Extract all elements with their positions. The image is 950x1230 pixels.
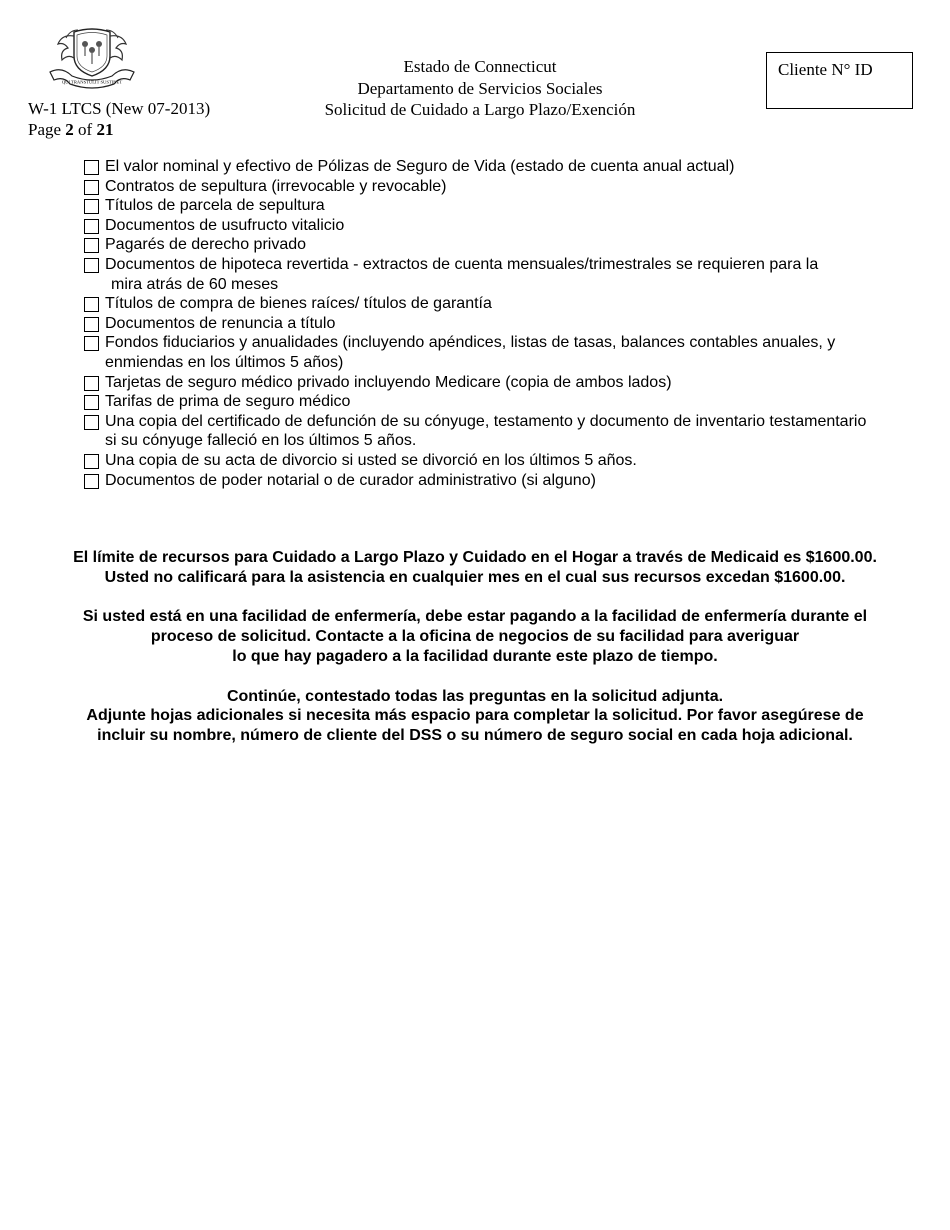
checklist-item-label: El valor nominal y efectivo de Pólizas de Seguro de Vida (estado de cuenta anual actual) [105,158,735,175]
seal-motto: QUI TRANSTULIT SUSTINET [61,79,123,85]
page-current: 2 [65,120,74,139]
checklist-item [84,157,934,177]
checklist-item [84,392,934,412]
continue-line: incluir su nombre, número de cliente del DSS o su número de seguro social en cada hoja adicional. [97,727,853,745]
checkbox[interactable] [84,238,99,253]
page-indicator [28,120,113,140]
agency-department: Departamento de Servicios Sociales [357,78,603,98]
checklist-item-label: Títulos de parcela de sepultura [105,197,325,215]
checkbox[interactable] [84,180,99,195]
page-of: of [78,120,93,139]
form-title: Solicitud de Cuidado a Largo Plazo/Exención [324,100,636,119]
connecticut-state-seal [44,26,140,90]
checklist-item-label: Tarifas de prima de seguro médico [105,393,351,411]
checklist-item [84,196,934,216]
checklist-item-label: Documentos de poder notarial o de curador administrativo (si alguno) [105,471,596,489]
continue-line: Adjunte hojas adicionales si necesita más espacio para completar la solicitud. Por favor asegúrese de [86,707,864,725]
checklist-item [84,314,934,334]
document-checklist [84,157,934,490]
checkbox[interactable] [84,317,99,332]
continue-notice [30,687,920,746]
page-prefix: Page [28,120,62,139]
nursing-facility-line: lo que hay pagadero a la facilidad durante este plazo de tiempo. [232,647,718,665]
checklist-item [84,471,934,491]
form-code: W-1 LTCS (New 07-2013) [28,99,211,118]
resource-limit-line: El límite de recursos para Cuidado a Largo Plazo y Cuidado en el Hogar a través de Medicaid es $1600.00. [73,549,877,566]
agency-header [270,56,690,121]
checklist-item-label: Documentos de hipoteca revertida - extractos de cuenta mensuales/trimestrales se requieren para la [105,255,819,273]
checkbox[interactable] [84,297,99,312]
checklist-item-label: Tarjetas de seguro médico privado incluyendo Medicare (copia de ambos lados) [105,373,672,391]
checklist-item-label: Una copia del certificado de defunción de su cónyuge, testamento y documento de inventario testamentario [105,412,867,430]
checkbox[interactable] [84,219,99,234]
resource-limit-line: Usted no calificará para la asistencia en cualquier mes en el cual sus recursos excedan $1600.00. [104,568,846,586]
checkbox[interactable] [84,199,99,214]
checkbox[interactable] [84,160,99,175]
checklist-item [84,451,934,471]
continue-line: Continúe, contestado todas las preguntas en la solicitud adjunta. [226,687,724,705]
checklist-item [84,373,934,393]
resource-limit-notice [30,548,920,588]
checkbox[interactable] [84,258,99,273]
checklist-item [84,216,934,236]
checklist-item-label: Contratos de sepultura (irrevocable y revocable) [105,177,447,195]
checklist-item-continuation: enmiendas en los últimos 5 años) [105,353,344,371]
nursing-facility-line: proceso de solicitud. Contacte a la oficina de negocios de su facilidad para averiguar [150,628,800,646]
client-id-box[interactable] [766,52,913,109]
checklist-item-label: Documentos de usufructo vitalicio [105,216,345,234]
checkbox[interactable] [84,376,99,391]
checklist-item-label: Fondos fiduciarios y anualidades (incluyendo apéndices, listas de tasas, balances contables anuales, y [105,334,836,352]
checklist-item-label: Títulos de compra de bienes raíces/ títulos de garantía [105,295,492,313]
checklist-item [84,412,934,451]
nursing-facility-notice [30,607,920,666]
nursing-facility-line: Si usted está en una facilidad de enfermería, debe estar pagando a la facilidad de enfermería durante el [82,608,868,626]
checklist-item-continuation: mira atrás de 60 meses [111,275,279,293]
checklist-item [84,177,934,197]
checklist-item-label: Documentos de renuncia a título [105,314,336,332]
checklist-item [84,255,934,294]
checklist-item-label: Pagarés de derecho privado [105,236,307,254]
checkbox[interactable] [84,336,99,351]
client-id-label: Cliente N° ID [778,60,873,79]
checklist-item [84,333,934,372]
checklist-item-label: Una copia de su acta de divorcio si usted se divorció en los últimos 5 años. [105,451,637,469]
checkbox[interactable] [84,474,99,489]
checklist-item [84,294,934,314]
checkbox[interactable] [84,415,99,430]
checklist-item [84,235,934,255]
checklist-item-continuation: si su cónyuge falleció en los últimos 5 años. [105,432,417,450]
checkbox[interactable] [84,395,99,410]
checkbox[interactable] [84,454,99,469]
page-total: 21 [96,120,114,139]
notices [30,548,920,766]
agency-state: Estado de Connecticut [403,57,557,76]
